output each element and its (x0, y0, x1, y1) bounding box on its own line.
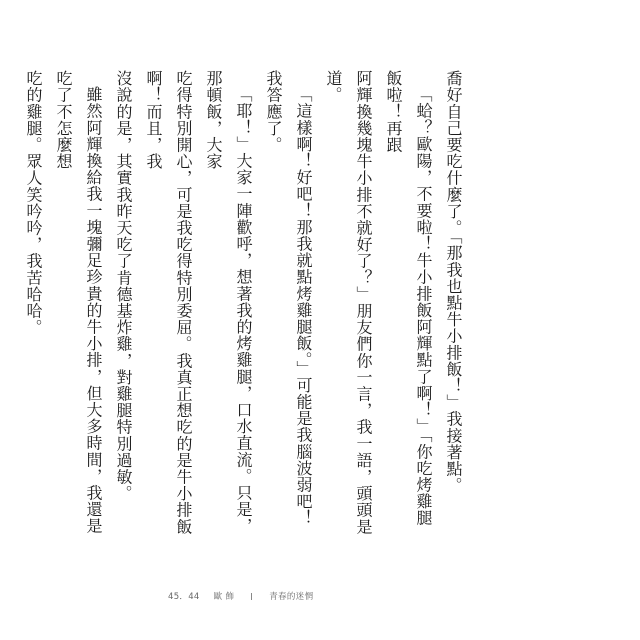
author-name: 歐 飾 (213, 592, 235, 602)
book-title: 青春的迷惘 (269, 592, 314, 602)
paragraph: 雖然阿輝換給我一塊彌足珍貴的牛小排，但大多時間，我還是吃了不怎麼想 吃的雞腿。眾人笑吟吟，我苦哈哈。 (24, 70, 103, 535)
footer-divider (251, 593, 252, 600)
paragraph (0, 70, 2, 540)
paragraph: 「耶！」大家一陣歡呼，想著我的烤雞腿，口水直流。只是，那頓飯，大家 吃得特別開心，可是我吃得特別委屈。我真正想吃的是牛小排飯啊！而且，我 沒說的是，其實我昨天吃了肯德基炸雞，對雞腿特別過敏。 (114, 70, 253, 535)
paragraph: 喬好自己要吃什麼了。「那我也點牛小排飯！」我接著點。 (444, 70, 463, 494)
page-numbers: 45．44 (168, 592, 200, 602)
body-text (0, 70, 468, 540)
paragraph: 「蛤？歐陽，不要啦！牛小排飯阿輝點了啊！」「你吃烤雞腿飯啦！再跟 阿輝換幾塊牛小排不就好了？」朋友們你一言，我一語，頭頭是道。 (324, 70, 433, 535)
paragraph: 「這樣啊！好吧！那我就點烤雞腿飯。」可能是我腦波弱吧！我答應了。 (264, 70, 313, 527)
page-footer (168, 590, 313, 602)
